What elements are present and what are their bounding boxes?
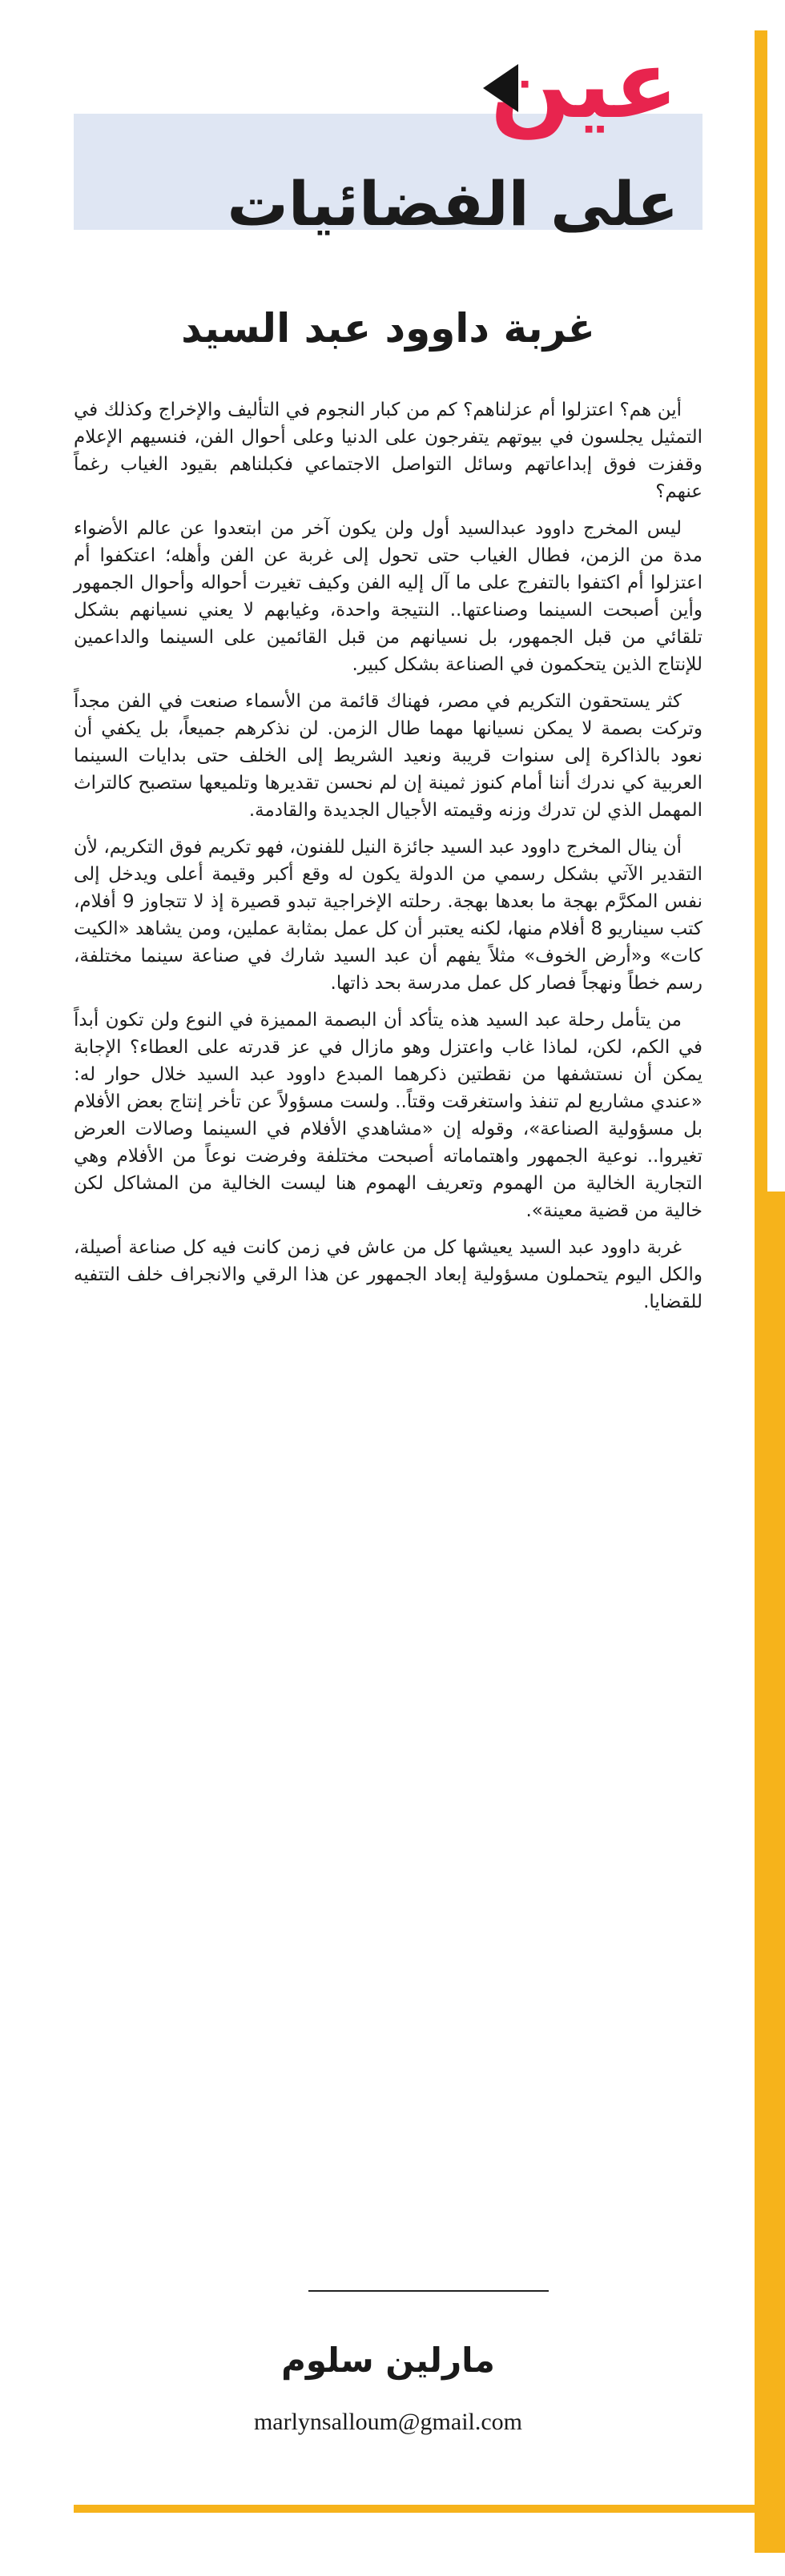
author-name: مارلين سلوم [281,2341,495,2380]
column-header [74,29,702,248]
author-email: marlynsalloum@gmail.com [253,2409,523,2435]
article-body [74,396,702,1325]
column-logo-satellites: على الفضائيات [227,168,678,239]
article-paragraph: ليس المخرج داوود عبدالسيد أول ولن يكون آخر من ابتعدوا عن عالم الأضواء مدة من الزمن، فطال الغياب حتى تحول إلى غربة عن الفن وأهله؛ اعتكفوا أم اعتزلوا أم اكتفوا بالتفرج على ما آل إليه الفن وكيف تغيرت أحواله وأحوال الجمهور وأين أصبحت السينما وصناعتها.. النتيجة واحدة، وغيابهم لا يعني نسيانهم بشكل تلقائي من قبل الجمهور، بل نسيانهم من قبل القائمين على السينما والداعمين للإنتاج الذين يتحكمون في الصناعة بشكل كبير. [74,518,702,675]
article-paragraph: أن ينال المخرج داوود عبد السيد جائزة النيل للفنون، فهو تكريم فوق التكريم، لأن التقدير الآتي بشكل رسمي من الدولة يكون له وقع أكبر وقيمة أعلى ويدخل إلى نفس المكرَّم بهجة ما بعدها بهجة. رحلته الإخراجية تبدو قصيرة إذ لا تتجاوز 9 أفلام، كتب سيناريو 8 أفلام منها، لكنه يعتبر أن كل عمل بمثابة عملين، ومن يشاهد «الكيت كات» و«أرض الخوف» مثلاً يفهم أن عبد السيد شارك في صناعة سينما مختلفة، رسم خطاً ونهجاً فصار كل عمل مدرسة بحد ذاتها. [74,837,702,994]
decorative-rail-top [755,30,767,1192]
signature-divider [308,2290,549,2292]
column-logo-ain: عين [490,29,678,139]
decorative-bottom-rule [74,2505,785,2513]
article-paragraph: غربة داوود عبد السيد يعيشها كل من عاش في زمن كانت فيه كل صناعة أصيلة، والكل اليوم يتحملون مسؤولية إبعاد الجمهور عن هذا الرقي والانجراف خلف التتفيه للقضايا. [74,1237,702,1312]
article-paragraph: كثر يستحقون التكريم في مصر، فهناك قائمة من الأسماء صنعت في الفن مجداً وتركت بصمة لا يمكن نسيانها مهما طال الزمن. لن نذكرهم جميعاً، بل يكفي أن نعود بالذاكرة إلى سنوات قريبة ونعيد الشريط إلى الخلف حتى بدايات السينما العربية كي ندرك أننا أمام كنوز ثمينة إن لم نحسن تقديرها وتلميعها ستصبح كالتراث المهمل الذي لن تدرك وزنه وقيمته الأجيال الجديدة والقادمة. [74,691,702,821]
play-icon [483,64,518,112]
article-paragraph: أين هم؟ اعتزلوا أم عزلناهم؟ كم من كبار النجوم في التأليف والإخراج وكذلك في التمثيل يجلسون في بيوتهم يتفرجون على الدنيا وعلى أحوال الفن، فنسيهم الإعلام وقفزت فوق إبداعاتهم وسائل التواصل الاجتماعي فكبلناهم بقيود الغياب رغماً عنهم؟ [74,400,702,502]
article-headline: غربة داوود عبد السيد [181,305,595,352]
article-paragraph: من يتأمل رحلة عبد السيد هذه يتأكد أن البصمة المميزة في النوع ولن تكون أبداً في الكم، لكن، لماذا غاب واعتزل وهو مازال في عز قدرته على العطاء؟ الإجابة يمكن أن نستشفها من نقطتين ذكرهما المبدع داوود عبد السيد خلال حوار له: «عندي مشاريع لم تنفذ واستغرقت وقتاً.. ولست مسؤولاً عن تأخر إنتاج بعض الأفلام بل مسؤولية الصناعة»، وقوله إن «مشاهدي الأفلام في السينما وصالات العرض تغيروا.. نوعية الجمهور واهتماماته أصبحت مختلفة وفرضت نوعاً من الأفلام وهي التجارية الخالية من الهموم وتعريف الهموم هنا ليست الخالية من المشاكل لكن خالية من قضية معينة». [74,1010,702,1221]
decorative-rail-bottom [755,1192,785,2553]
